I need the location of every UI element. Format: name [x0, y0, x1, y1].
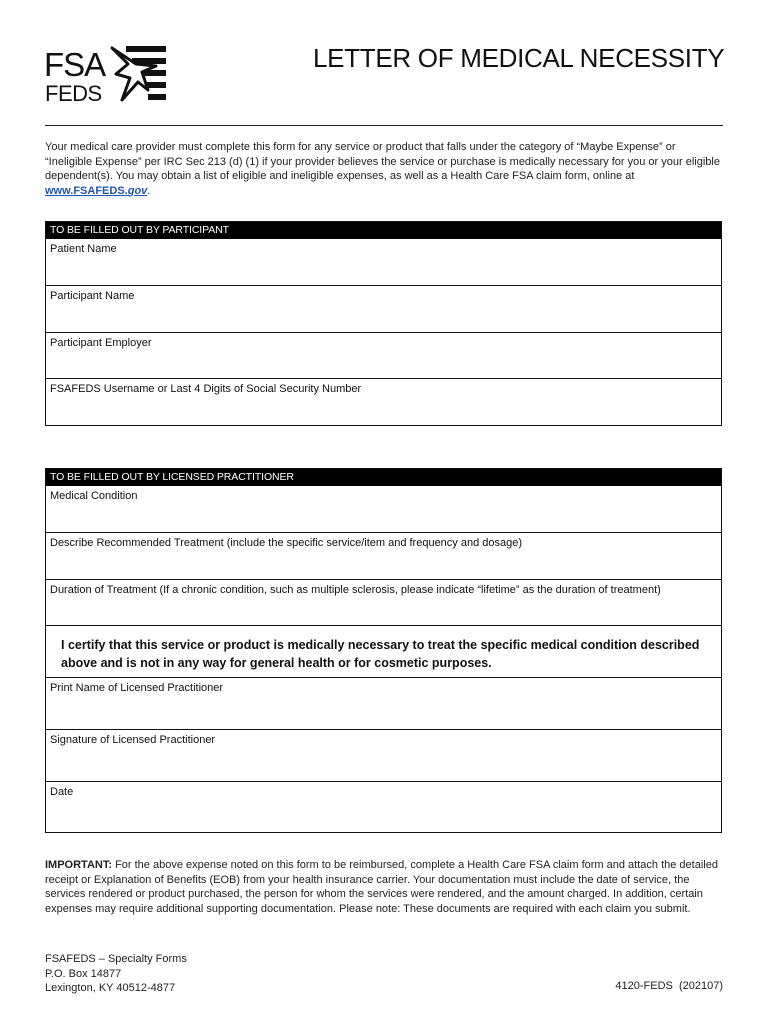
header-divider — [45, 125, 723, 126]
participant-section — [45, 221, 722, 426]
participant-name-field[interactable]: Participant Name — [46, 285, 721, 332]
logo-flag-star-icon — [108, 44, 170, 106]
address-line-2: P.O. Box 14877 — [45, 967, 122, 980]
important-notice — [45, 858, 725, 916]
username-ssn-field[interactable]: FSAFEDS Username or Last 4 Digits of Social Security Number — [46, 378, 721, 425]
medical-condition-field[interactable]: Medical Condition — [50, 490, 138, 502]
form-number: 4120-FEDS (202107) — [615, 980, 723, 992]
intro-trailing: . — [147, 184, 151, 197]
fsafeds-link-tld: gov — [127, 184, 148, 197]
logo-fsa-text: FSA — [44, 46, 106, 83]
fsafeds-link-main: www.FSAFEDS. — [45, 184, 128, 197]
page-title: LETTER OF MEDICAL NECESSITY — [313, 43, 725, 73]
date-field[interactable]: Date — [46, 781, 721, 832]
important-label: IMPORTANT: — [45, 859, 113, 871]
logo-feds-text: FEDS — [45, 81, 102, 106]
intro-paragraph — [45, 140, 725, 198]
practitioner-section — [45, 468, 722, 833]
practitioner-signature-field[interactable]: Signature of Licensed Practitioner — [46, 729, 721, 781]
patient-name-field[interactable]: Patient Name — [50, 243, 117, 255]
practitioner-section-header: TO BE FILLED OUT BY LICENSED PRACTITIONER — [46, 469, 721, 486]
practitioner-print-name-field[interactable]: Print Name of Licensed Practitioner — [46, 677, 721, 729]
intro-text: Your medical care provider must complete this form for any service or product that falls under the category of “Maybe Expense” or “Ineligible Expense” per IRC Sec 213 (d) (1) if your provider believes the service or purchase is medically necessary for you or your eligible dependent(s). You may obtain a list of eligible and ineligible expenses, as well as a Health Care FSA claim form, online at — [45, 141, 720, 182]
address-line-3: Lexington, KY 40512-4877 — [45, 982, 176, 994]
certification-statement: I certify that this service or product is medically necessary to treat the specific medical condition described above and is not in any way for general health or for cosmetic purposes. — [46, 625, 721, 677]
fsafeds-logo — [44, 44, 174, 106]
treatment-duration-field[interactable]: Duration of Treatment (If a chronic condition, such as multiple sclerosis, please indicate “lifetime” as the duration of treatment) — [46, 579, 721, 625]
recommended-treatment-field[interactable]: Describe Recommended Treatment (include the specific service/item and frequency and dosage) — [46, 532, 721, 579]
participant-employer-field[interactable]: Participant Employer — [46, 332, 721, 378]
address-line-1: FSAFEDS – Specialty Forms — [45, 953, 187, 965]
important-text: For the above expense noted on this form to be reimbursed, complete a Health Care FSA claim form and attach the detailed receipt or Explanation of Benefits (EOB) from your health insurance carrier. Your documentation must include the date of service, the services rendered or product purchased, the person for whom the services were rendered, and the amount charged. In addition, certain expenses may require additional supporting documentation. Please note: These documents are required with each claim you submit. — [45, 859, 718, 915]
mailing-address — [45, 952, 187, 996]
fsafeds-link[interactable] — [45, 185, 147, 197]
participant-section-header: TO BE FILLED OUT BY PARTICIPANT — [46, 222, 721, 239]
